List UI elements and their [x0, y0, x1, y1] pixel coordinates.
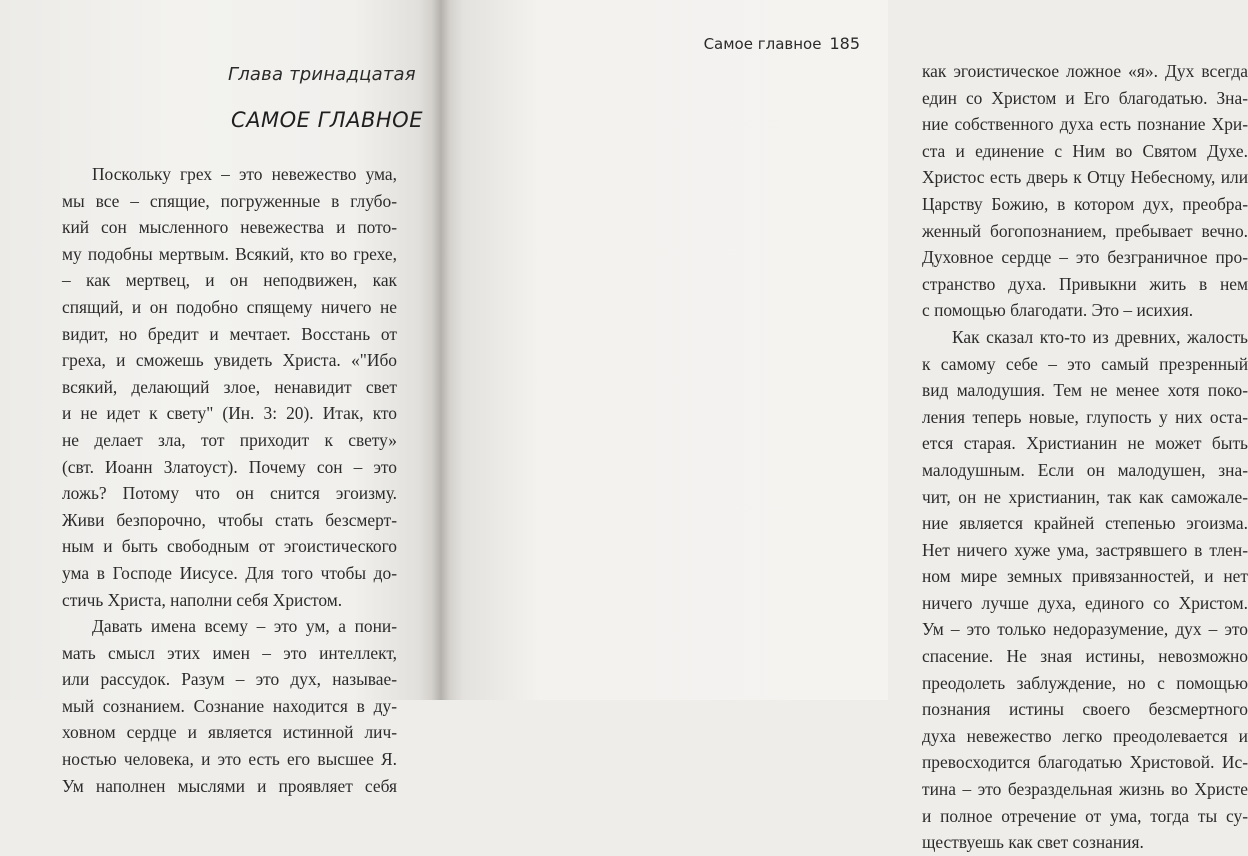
- text-line: Нет ничего хуже ума, застрявшего в тлен-: [922, 539, 1248, 560]
- text-line: ума в Господе Иисусе. Для того чтобы до-: [62, 562, 397, 583]
- text-line: ложь? Потому что он снится эгоизму.: [62, 483, 397, 504]
- text-line: Как сказал кто-то из древних, жалость: [952, 326, 1248, 347]
- text-line: Ум наполнен мыслями и проявляет себя: [62, 775, 397, 796]
- text-line: Поскольку грех – это невежество ума,: [92, 164, 397, 184]
- text-line: всякий, делающий злое, ненавидит свет: [62, 376, 397, 397]
- text-line: чит, он не христианин, так как саможале-: [922, 486, 1248, 507]
- text-line: ние является крайней степенью эгоизма.: [922, 513, 1248, 534]
- text-line: малодушным. Если он малодушен, зна-: [922, 459, 1248, 480]
- text-line: спящий, и он подобно спящему ничего не: [62, 296, 397, 317]
- text-line: и не идет к свету" (Ин. 3: 20). Итак, кто: [62, 403, 397, 424]
- text-line: странство духа. Привыкни жить в нем: [922, 273, 1248, 294]
- text-line: и полное отречение от ума, тогда ты су-: [922, 805, 1248, 826]
- text-line: Давать имена всему – это ум, а пони-: [92, 616, 397, 637]
- chapter-title: САМОЕ ГЛАВНОЕ: [231, 108, 423, 132]
- text-line: духа невежество легко преодолевается и: [922, 725, 1248, 746]
- text-line: – как мертвец, и он неподвижен, как: [62, 270, 397, 291]
- text-line: ным и быть свободным от эгоистического: [62, 536, 397, 557]
- text-line: с помощью благодати. Это – исихия.: [922, 300, 1194, 321]
- text-line: Христос есть дверь к Отцу Небесному, или: [922, 167, 1248, 188]
- right-page: [441, 0, 1248, 853]
- text-line: спасение. Не зная истины, невозможно: [922, 646, 1248, 667]
- text-line: ется старая. Христианин не может быть: [922, 433, 1248, 454]
- text-line: преодолеть заблуждение, но с помощью: [922, 672, 1248, 693]
- text-line: му подобны мертвым. Всякий, кто во грехе,: [62, 243, 397, 264]
- chapter-label: Глава тринадцатая: [228, 64, 416, 85]
- text-line: един со Христом и Его благодатью. Зна-: [922, 87, 1248, 108]
- text-line: ления теперь новые, глупость у них оста-: [922, 406, 1248, 427]
- text-line: ста и единение с Ним во Святом Духе.: [922, 140, 1248, 161]
- text-line: вид малодушия. Тем не менее хотя поко-: [922, 380, 1248, 401]
- text-line: греха, и сможешь увидеть Христа. «"Ибо: [62, 350, 397, 371]
- text-line: ностью человека, и это есть его высшее Я.: [62, 749, 397, 770]
- page-number: 185: [829, 34, 860, 53]
- text-line: видит, но бредит и мечтает. Восстань от: [62, 323, 397, 344]
- text-line: кий сон мысленного невежества и пото-: [62, 217, 397, 238]
- text-line: (свт. Иоанн Златоуст). Почему сон – это: [62, 456, 397, 477]
- text-line: женный богопознанием, пребывает вечно.: [922, 220, 1248, 241]
- running-head: [704, 34, 860, 53]
- text-line: стичь Христа, наполни себя Христом.: [62, 589, 343, 610]
- right-page-body: [922, 58, 1248, 856]
- text-line: не делает зла, тот приходит к свету»: [62, 429, 397, 450]
- text-line: ществуешь как свет сознания.: [922, 832, 1144, 853]
- text-line: ном мире земных привязанностей, и нет: [922, 566, 1248, 587]
- text-line: Царству Божию, в котором дух, преобра-: [922, 193, 1248, 214]
- text-line: познания истины своего безсмертного: [922, 699, 1248, 720]
- text-line: ховном сердце и является истинной лич-: [62, 722, 397, 743]
- text-line: Живи безпорочно, чтобы стать безсмерт-: [62, 509, 397, 530]
- text-line: мый сознанием. Сознание находится в ду-: [62, 695, 397, 716]
- left-page: [0, 0, 441, 796]
- text-line: как эгоистическое ложное «я». Дух всегда: [922, 61, 1248, 81]
- text-line: тина – это безраздельная жизнь во Христе: [922, 779, 1248, 800]
- running-head-title: Самое главное: [703, 35, 822, 53]
- text-line: мы все – спящие, погруженные в глубо-: [62, 190, 397, 211]
- text-line: Духовное сердце – это безграничное про-: [922, 247, 1248, 268]
- text-line: к самому себе – это самый презренный: [922, 353, 1248, 374]
- text-line: ничего лучше духа, единого со Христом.: [922, 592, 1248, 613]
- text-line: или рассудок. Разум – это дух, называе-: [62, 669, 397, 690]
- text-line: мать смысл этих имен – это интеллект,: [62, 642, 397, 663]
- text-line: Ум – это только недоразумение, дух – это: [922, 619, 1248, 640]
- left-page-body: [62, 161, 397, 799]
- text-line: ние собственного духа есть познание Хри-: [922, 114, 1248, 135]
- text-line: превосходится благодатью Христовой. Ис-: [922, 752, 1248, 773]
